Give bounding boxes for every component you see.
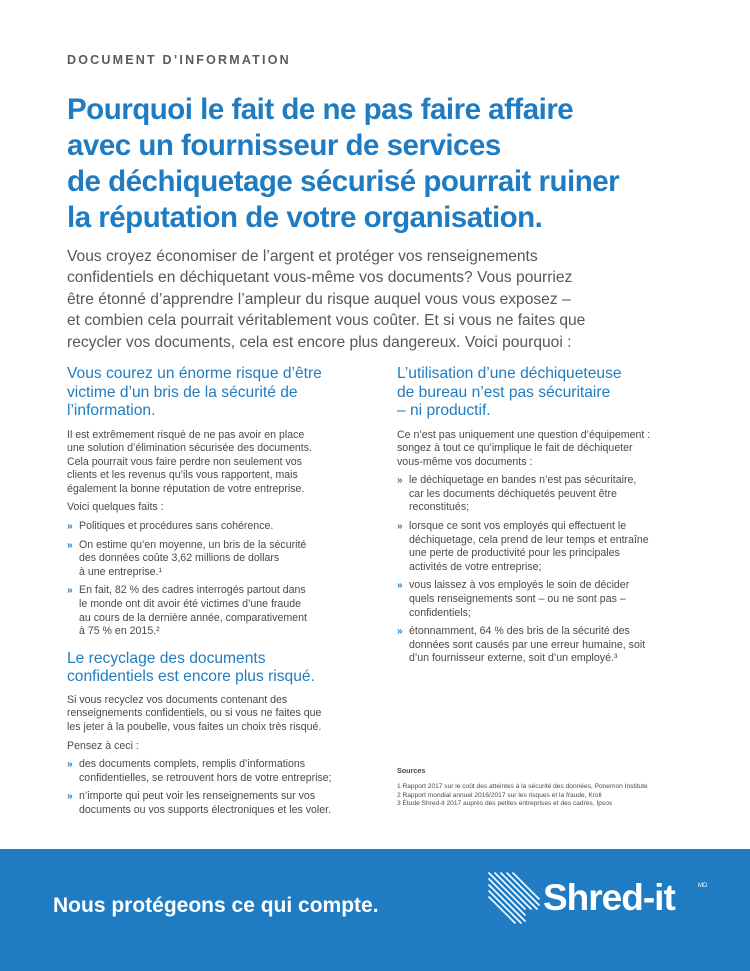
chevron-bullet-icon: »: [67, 759, 73, 771]
office-shredder-paragraph: [397, 429, 697, 470]
section-title-line: confidentiels est encore plus risqué.: [67, 668, 315, 686]
section-title-breach-risk: [67, 365, 367, 421]
list-item-line: On estime qu’en moyenne, un bris de la sécurité: [79, 538, 307, 551]
list-item-line: des données coûte 3,62 millions de dollars: [79, 552, 280, 565]
section-title-line: – ni productif.: [397, 402, 491, 419]
list-item-line: activités de votre entreprise;: [409, 560, 542, 573]
section-title-line: de bureau n’est pas sécuritaire: [397, 383, 611, 401]
consider-label: Pensez à ceci :: [67, 739, 139, 752]
paragraph-line: songez à tout ce qu’implique le fait de déchiqueter: [397, 442, 633, 455]
list-item-line: documents ou vos supports électroniques et les voler.: [79, 803, 332, 816]
chevron-bullet-icon: »: [397, 475, 403, 487]
intro-line: et combien cela pourrait véritablement vous coûter. Et si vous ne faites que: [67, 312, 586, 330]
list-item-line: vous laissez à vos employés le soin de décider: [409, 579, 630, 592]
footer-tagline: Nous protégeons ce qui compte.: [53, 894, 379, 917]
headline-line: la réputation de votre organisation.: [67, 201, 543, 234]
recycling-risk-paragraph: [67, 694, 367, 735]
paragraph-line: Cela pourrait vous faire perdre non seulement vos: [67, 455, 302, 468]
section-title-line: L’utilisation d’une déchiqueteuse: [397, 365, 622, 382]
headline-line: avec un fournisseur de services: [67, 129, 501, 162]
consider-list: [67, 758, 367, 817]
section-title-line: Le recyclage des documents: [67, 649, 266, 667]
section-title-office-shredder: [397, 365, 697, 421]
paragraph-line: Si vous recyclez vos documents contenant des: [67, 693, 288, 706]
list-item-line: étonnamment, 64 % des bris de la sécurité des: [409, 625, 630, 638]
chevron-bullet-icon: »: [397, 521, 403, 533]
list-item-line: En fait, 82 % des cadres interrogés partout dans: [79, 584, 306, 597]
chevron-bullet-icon: »: [67, 791, 73, 803]
list-item: [67, 539, 367, 580]
list-item-line: n’importe qui peut voir les renseignements sur vos: [79, 790, 316, 803]
paragraph-line: une solution d’élimination sécurisée des documents.: [67, 442, 312, 455]
list-item-line: au cours de la dernière année, comparativement: [79, 611, 307, 624]
list-item: [67, 584, 367, 638]
list-item-line: lorsque ce sont vos employés qui effectuent le: [409, 520, 627, 533]
paragraph-line: les jeter à la poubelle, vous faites un choix très risqué.: [67, 721, 322, 733]
chevron-bullet-icon: »: [397, 580, 403, 592]
list-item-line: des documents complets, remplis d’informations: [79, 758, 306, 771]
list-item-line: Politiques et procédures sans cohérence.: [79, 520, 274, 533]
source-item: 1 Rapport 2017 sur le coût des atteintes à la sécurité des données, Ponemon Institute: [397, 783, 648, 790]
source-item: 2 Rapport mondial annuel 2016/2017 sur les risques et la fraude, Kroll: [397, 791, 602, 799]
paragraph-line: Il est extrêmement risqué de ne pas avoir en place: [67, 428, 305, 441]
logo-wordmark: Shred-it: [543, 877, 675, 918]
list-item-line: d’un fournisseur externe, soit d’un employé.³: [409, 652, 618, 665]
intro-line: confidentiels en déchiquetant vous-même vos documents? Vous pourriez: [67, 269, 573, 287]
shredder-issues-list: [397, 474, 697, 666]
document-type-label: DOCUMENT D’INFORMATION: [67, 53, 291, 67]
intro-line: recycler vos documents, cela est encore plus dangereux. Voici pourquoi :: [67, 333, 572, 351]
list-item: [67, 520, 367, 534]
list-item-line: confidentielles, se retrouvent hors de votre entreprise;: [79, 771, 332, 784]
sources-title: Sources: [397, 766, 426, 775]
footer-banner: [0, 849, 750, 971]
source-item: 3 Étude Shred-it 2017 auprès des petites entreprises et des cadres, Ipsos: [397, 800, 613, 808]
trademark-mark: MD: [698, 883, 708, 889]
list-item-line: reconstitués;: [409, 501, 470, 514]
left-column: [67, 365, 367, 818]
list-item-line: à 75 % en 2015.²: [79, 625, 160, 638]
list-item-line: le monde ont dit avoir été victimes d’une fraude: [79, 598, 302, 611]
shred-lines-icon: [485, 869, 541, 931]
list-item: [397, 474, 697, 515]
right-column: [397, 365, 697, 666]
list-item: [67, 790, 367, 817]
section-title-line: Vous courez un énorme risque d’être: [67, 365, 322, 382]
list-item-line: à une entreprise.¹: [79, 565, 163, 578]
shred-it-logo: [485, 869, 715, 939]
section-title-recycling-risk: [67, 650, 367, 687]
intro-line: Vous croyez économiser de l’argent et protéger vos renseignements: [67, 248, 538, 265]
paragraph-line: vous-même vos documents :: [397, 455, 533, 468]
chevron-bullet-icon: »: [67, 521, 73, 533]
headline-line: Pourquoi le fait de ne pas faire affaire: [67, 93, 574, 126]
paragraph-line: Ce n’est pas uniquement une question d’équipement :: [397, 428, 651, 441]
facts-label: Voici quelques faits :: [67, 501, 164, 514]
sources-block: [397, 766, 727, 809]
chevron-bullet-icon: »: [397, 626, 403, 638]
paragraph-line: renseignements confidentiels, ou si vous ne faites que: [67, 707, 322, 720]
list-item-line: déchiquetage, cela prend de leur temps et entraîne: [409, 533, 649, 546]
list-item-line: une perte de productivité pour les principales: [409, 547, 620, 560]
list-item-line: quels renseignements sont – ou ne sont pas –: [409, 593, 626, 606]
section-title-line: l’information.: [67, 402, 156, 419]
intro-paragraph: [67, 246, 667, 353]
breach-risk-paragraph: [67, 429, 367, 497]
list-item: [397, 625, 697, 666]
facts-list: [67, 520, 367, 639]
chevron-bullet-icon: »: [67, 539, 73, 551]
chevron-bullet-icon: »: [67, 585, 73, 597]
headline-line: de déchiquetage sécurisé pourrait ruiner: [67, 165, 620, 198]
intro-line: être étonné d’apprendre l’ampleur du risque auquel vous vous exposez –: [67, 290, 571, 308]
list-item-line: le déchiquetage en bandes n’est pas sécuritaire,: [409, 474, 637, 487]
list-item: [67, 758, 367, 785]
list-item: [397, 520, 697, 574]
list-item-line: car les documents déchiquetés peuvent être: [409, 487, 617, 500]
paragraph-line: clients et les revenus qu’ils vous rapportent, mais: [67, 469, 298, 482]
headline: [67, 92, 707, 236]
paragraph-line: également la bonne réputation de votre entreprise.: [67, 482, 305, 495]
list-item-line: confidentiels;: [409, 606, 471, 619]
list-item-line: données sont causés par une erreur humaine, soit: [409, 638, 646, 651]
list-item: [397, 579, 697, 620]
section-title-line: victime d’un bris de la sécurité de: [67, 383, 298, 401]
